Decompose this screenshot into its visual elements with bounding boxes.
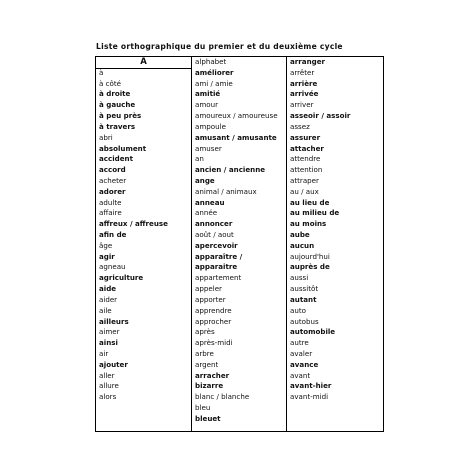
- word-entry: approcher: [195, 316, 232, 326]
- word-entry: au milieu de: [290, 208, 340, 218]
- word-entry: ange: [195, 175, 215, 185]
- word-entry: argent: [195, 359, 219, 369]
- word-entry: avaler: [290, 348, 313, 358]
- word-entry: à côté: [99, 78, 121, 88]
- word-entry: aide: [99, 284, 117, 294]
- word-entry: avant-hier: [290, 381, 332, 391]
- word-entry: adorer: [99, 186, 126, 196]
- word-entry: alors: [99, 392, 117, 402]
- word-entry: amitié: [195, 89, 221, 99]
- word-entry: affreux / affreuse: [99, 219, 168, 229]
- word-entry: bleu: [195, 403, 211, 412]
- word-entry: animal / animaux: [195, 186, 257, 196]
- word-entry: autant: [290, 294, 317, 304]
- word-entry: auprès de: [290, 262, 330, 272]
- word-entry: attacher: [290, 143, 324, 153]
- word-entry: à travers: [99, 121, 136, 131]
- word-entry: absolument: [99, 143, 147, 153]
- word-entry: aile: [99, 305, 112, 315]
- letter-heading: A: [140, 57, 147, 67]
- word-entry: au moins: [290, 219, 327, 229]
- word-entry: aube: [290, 230, 310, 239]
- word-entry: après: [195, 327, 215, 337]
- word-entry: assurer: [290, 132, 321, 142]
- word-entry: arrière: [290, 78, 318, 88]
- word-entry: accident: [99, 154, 133, 164]
- word-table: [95, 56, 384, 432]
- word-entry: arriver: [290, 100, 314, 110]
- word-entry: ampoule: [195, 121, 226, 131]
- word-entry: aussi: [290, 273, 309, 283]
- word-entry: ancien / ancienne: [195, 165, 266, 175]
- word-entry: air: [99, 348, 109, 358]
- word-entry: attention: [290, 165, 323, 175]
- word-entry: allure: [99, 381, 119, 391]
- word-entry: amusant / amusante: [195, 132, 277, 142]
- word-entry: arracher: [195, 370, 230, 380]
- word-entry: âge: [99, 240, 113, 250]
- word-entry: à peu près: [99, 111, 142, 121]
- word-entry: apprendre: [195, 305, 232, 315]
- word-entry: à gauche: [99, 100, 136, 110]
- word-entry: agriculture: [99, 273, 144, 283]
- word-entry: à: [99, 67, 104, 77]
- word-entry: avant: [290, 370, 311, 380]
- word-entry: alphabet: [195, 57, 227, 66]
- word-entry: abri: [99, 132, 113, 142]
- word-entry: apparaître /: [195, 251, 243, 261]
- word-entry: août / aout: [195, 230, 234, 239]
- word-entry: amour: [195, 100, 219, 110]
- word-entry: année: [195, 208, 218, 218]
- word-column-1: [96, 57, 191, 403]
- word-entry: acheter: [99, 175, 127, 185]
- word-entry: aujourd'hui: [290, 251, 330, 261]
- word-entry: annoncer: [195, 219, 233, 229]
- word-entry: aider: [99, 294, 118, 304]
- word-entry: appartement: [195, 273, 242, 283]
- word-entry: an: [195, 154, 204, 164]
- word-entry: au / aux: [290, 186, 319, 196]
- word-entry: adulte: [99, 197, 122, 207]
- word-entry: agneau: [99, 262, 126, 272]
- word-entry: améliorer: [195, 67, 234, 77]
- word-entry: automobile: [290, 327, 336, 337]
- word-entry: bizarre: [195, 381, 224, 391]
- word-entry: accord: [99, 165, 126, 175]
- word-column-3: [287, 57, 383, 403]
- word-entry: assez: [290, 121, 310, 131]
- word-entry: bleuet: [195, 413, 221, 423]
- word-entry: anneau: [195, 197, 225, 207]
- word-entry: à droite: [99, 89, 131, 99]
- word-entry: afin de: [99, 230, 127, 239]
- word-entry: après-midi: [195, 338, 233, 348]
- word-entry: autre: [290, 338, 309, 348]
- word-column-2: [192, 57, 286, 425]
- page-title: Liste orthographique du premier et du deuxième cycle: [96, 42, 343, 51]
- word-entry: attendre: [290, 154, 321, 164]
- word-entry: arranger: [290, 57, 326, 66]
- word-entry: blanc / blanche: [195, 392, 250, 402]
- word-entry: ainsi: [99, 338, 118, 348]
- word-entry: amoureux / amoureuse: [195, 111, 278, 121]
- word-entry: ajouter: [99, 359, 128, 369]
- word-entry: aucun: [290, 240, 315, 250]
- word-entry: aussitôt: [290, 284, 319, 294]
- word-entry: ailleurs: [99, 316, 129, 326]
- word-entry: agir: [99, 251, 115, 261]
- word-entry: arrivée: [290, 89, 319, 99]
- word-entry: amuser: [195, 143, 222, 153]
- word-entry: aimer: [99, 327, 120, 337]
- word-entry: apporter: [195, 294, 226, 304]
- word-entry: attraper: [290, 175, 319, 185]
- word-entry: avant-midi: [290, 392, 329, 402]
- word-entry: autobus: [290, 316, 319, 326]
- word-entry: aller: [99, 370, 115, 380]
- word-entry: arrêter: [290, 67, 315, 77]
- word-entry: apparaitre: [195, 262, 238, 272]
- word-entry: avance: [290, 359, 319, 369]
- word-entry: arbre: [195, 348, 214, 358]
- word-entry: au lieu de: [290, 197, 330, 207]
- word-entry: appeler: [195, 284, 222, 294]
- word-entry: asseoir / assoir: [290, 111, 351, 121]
- word-entry: auto: [290, 305, 306, 315]
- word-entry: affaire: [99, 208, 122, 218]
- word-entry: ami / amie: [195, 78, 233, 88]
- word-entry: apercevoir: [195, 240, 238, 250]
